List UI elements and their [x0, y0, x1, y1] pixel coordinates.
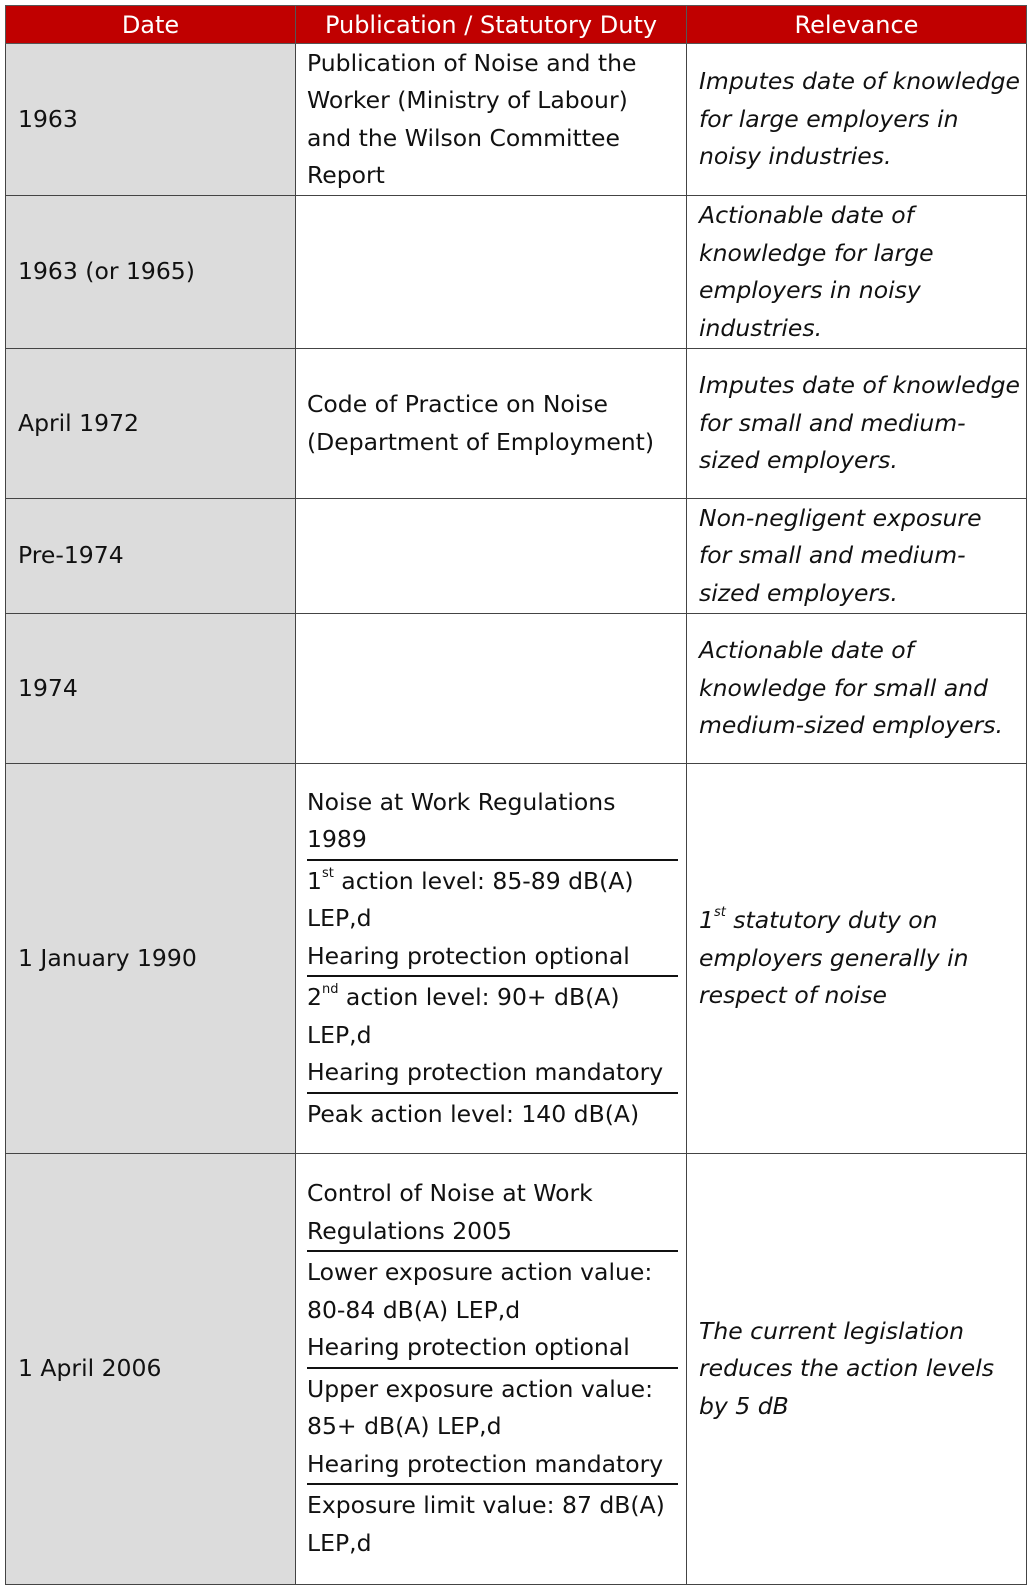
- relevance-cell: Imputes date of knowledge for large employers in noisy industries.: [687, 44, 1027, 196]
- relevance-cell: Actionable date of knowledge for small and medium-sized employers.: [687, 613, 1027, 763]
- publication-cell: [296, 499, 687, 614]
- noise-legislation-table: [5, 5, 1027, 1585]
- publication-cell: [296, 1153, 687, 1584]
- date-cell: 1974: [6, 613, 296, 763]
- header-row: [6, 6, 1027, 44]
- first-action-level: 1st action level: 85-89 dB(A) LEP,d Hearing protection optional: [307, 859, 678, 976]
- table-row: [6, 1153, 1027, 1584]
- publication-cell: Publication of Noise and the Worker (Ministry of Labour) and the Wilson Committee Report: [296, 44, 687, 196]
- date-cell: 1963 (or 1965): [6, 196, 296, 348]
- lower-exposure-action-value: Lower exposure action value: 80-84 dB(A) LEP,d Hearing protection optional: [307, 1250, 678, 1367]
- date-cell: April 1972: [6, 348, 296, 498]
- table-row: [6, 613, 1027, 763]
- relevance-cell: Actionable date of knowledge for large employers in noisy industries.: [687, 196, 1027, 348]
- relevance-cell: Non-negligent exposure for small and medium-sized employers.: [687, 499, 1027, 614]
- relevance-cell: The current legislation reduces the action levels by 5 dB: [687, 1153, 1027, 1584]
- date-cell: 1 April 2006: [6, 1153, 296, 1584]
- table-row: [6, 764, 1027, 1154]
- header-relevance: Relevance: [687, 6, 1027, 44]
- date-cell: 1 January 1990: [6, 764, 296, 1154]
- regulation-title: Noise at Work Regulations 1989: [307, 787, 616, 854]
- table-row: [6, 196, 1027, 348]
- publication-cell: Code of Practice on Noise (Department of Employment): [296, 348, 687, 498]
- header-publication: Publication / Statutory Duty: [296, 6, 687, 44]
- exposure-limit-value: Exposure limit value: 87 dB(A) LEP,d: [307, 1483, 678, 1562]
- publication-cell: [296, 764, 687, 1154]
- upper-exposure-action-value: Upper exposure action value: 85+ dB(A) LEP,d Hearing protection mandatory: [307, 1367, 678, 1484]
- date-cell: Pre-1974: [6, 499, 296, 614]
- date-cell: 1963: [6, 44, 296, 196]
- peak-action-level: Peak action level: 140 dB(A): [307, 1092, 678, 1134]
- table-row: [6, 348, 1027, 498]
- second-action-level: 2nd action level: 90+ dB(A) LEP,d Hearing protection mandatory: [307, 975, 678, 1092]
- relevance-cell: 1st statutory duty on employers generally in respect of noise: [687, 764, 1027, 1154]
- table-row: [6, 499, 1027, 614]
- publication-cell: [296, 196, 687, 348]
- relevance-cell: Imputes date of knowledge for small and medium-sized employers.: [687, 348, 1027, 498]
- publication-cell: [296, 613, 687, 763]
- table-row: [6, 44, 1027, 196]
- header-date: Date: [6, 6, 296, 44]
- regulation-title: Control of Noise at Work Regulations 2005: [307, 1179, 593, 1245]
